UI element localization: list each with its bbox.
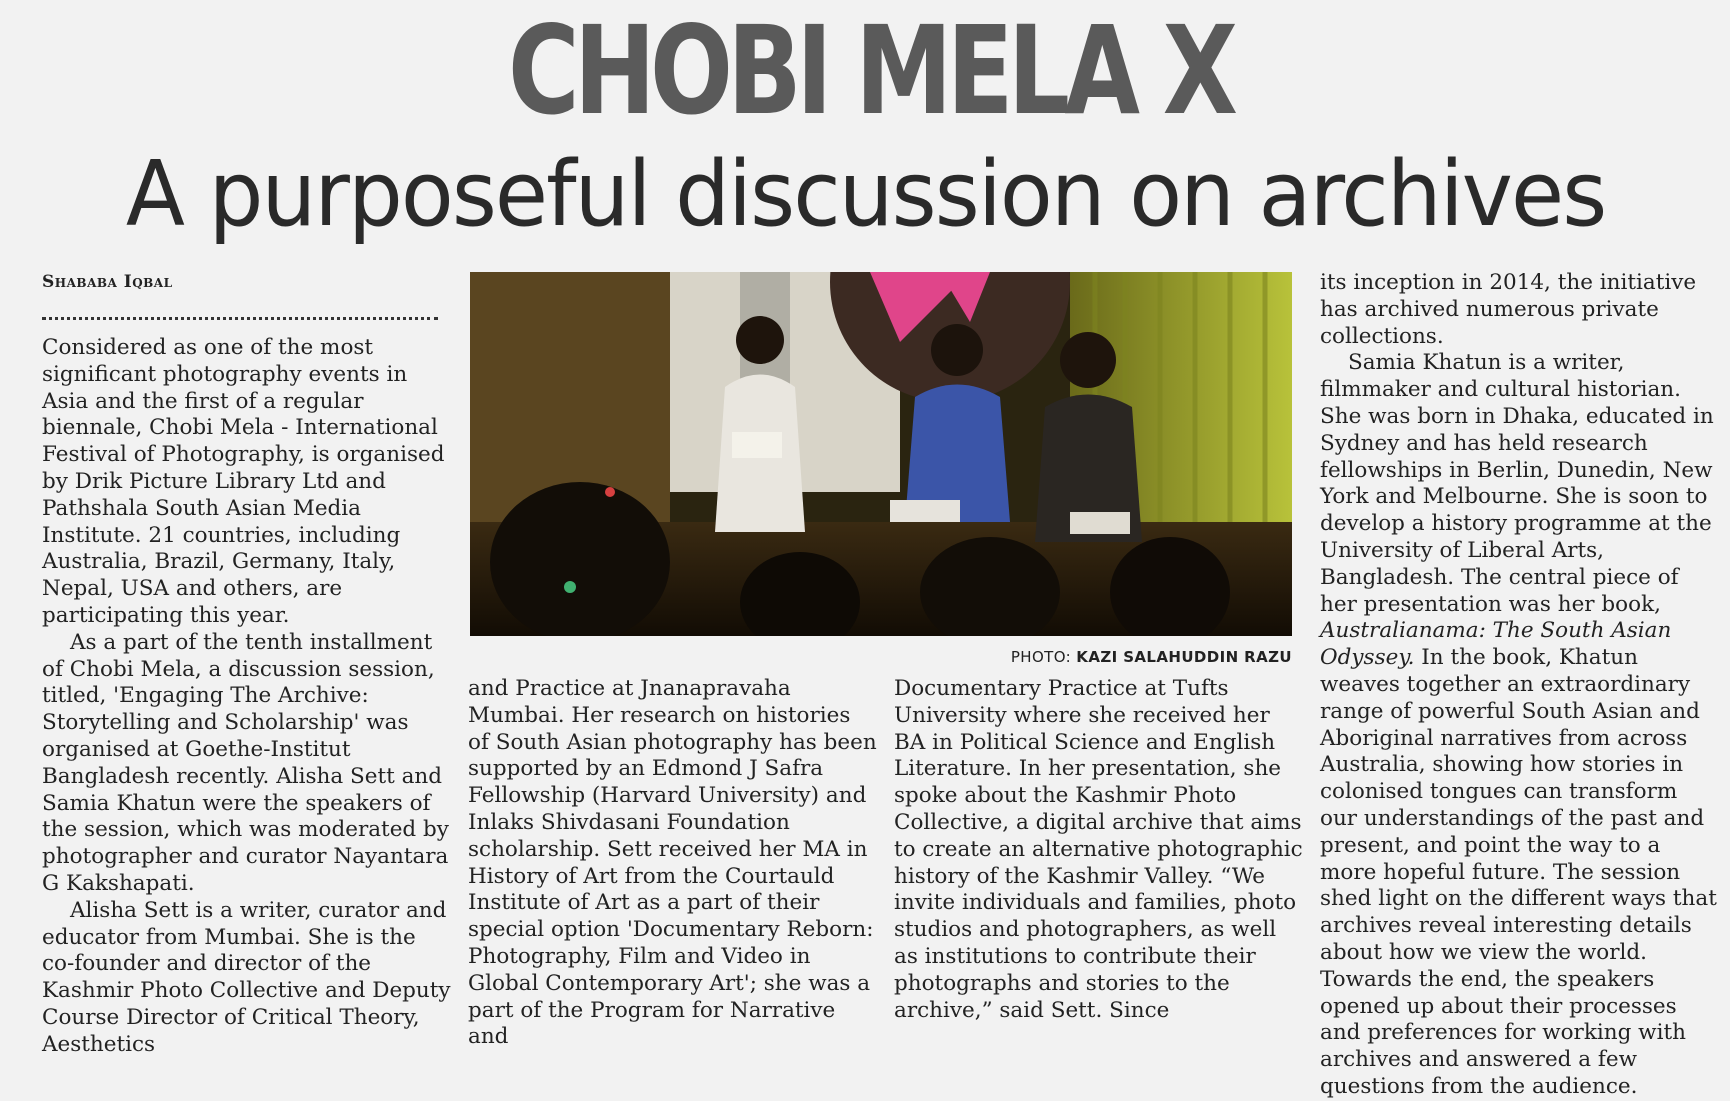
byline: Shababa Iqbal [42,272,173,292]
article-column-3 [894,676,1304,1024]
event-photo [470,272,1292,636]
paragraph: Documentary Practice at Tufts University where she received her BA in Political Science and English Literature. In her presentation, she spoke about the Kashmir Photo Collective, a digital archive that aims to create an alternative photographic history of the Kashmir Valley. “We invite individuals and families, photo studios and photographers, as well as institutions to contribute their photographs and stories to the archive,” said Sett. Since [894,676,1303,1023]
speakers-on-stage-image [470,272,1292,636]
headline: CHOBI MELA X [507,0,1233,142]
paragraph: its inception in 2014, the initiative has archived numerous private collections. [1320,270,1697,349]
article-column-4 [1320,270,1720,1101]
paragraph [1320,350,1720,1100]
paragraph: and Practice at Jnanapravaha Mumbai. Her research on histories of South Asian photography has been supported by an Edmond J Safra Fellowship (Harvard University) and Inlaks Shivdasani Foundation scholarship. Sett received her MA in History of Art from the Courtauld Institute of Art as a part of their special option 'Documentary Reborn: Photography, Film and Video in Global Contemporary Art'; she was a part of the Program for Narrative and [468,676,877,1050]
byline-divider [42,317,438,320]
paragraph: Alisha Sett is a writer, curator and educator from Mumbai. She is the co-founder and director of the Kashmir Photo Collective and Deputy Course Director of Critical Theory, Aesthetics [42,897,451,1057]
paragraph-text: Samia Khatun is a writer, filmmaker and cultural historian. She was born in Dhaka, educated in Sydney and has held research fellowships in Berlin, Dunedin, New York and Melbourne. She is soon to develop a history programme at the University of Liberal Arts, Bangladesh. The central piece of her presentation was her book, [1320,350,1714,617]
paragraph: Considered as one of the most significant photography events in Asia and the first of a regular biennale, Chobi Mela - International Festival of Photography, is organised by Drik Picture Library Ltd and Pathshala South Asian Media Institute. 21 countries, including Australia, Brazil, Germany, Italy, Nepal, USA and others, are participating this year. [42,335,445,628]
photo-credit-label: PHOTO: [1010,648,1072,666]
subheadline: A purposeful discussion on archives [125,142,1606,247]
article-column-1 [42,335,454,1059]
paragraph-text: In the book, Khatun weaves together an extraordinary range of powerful South Asian and Aboriginal narratives from across Australia, showing how stories in colonised tongues can transform our understandings of the past and present, and point the way to a more hopeful future. The session shed light on the different ways that archives reveal interesting details about how we view the world. Towards the end, the speakers opened up about their processes and preferences for working with archives and answered a few questions from the audience. [1320,645,1717,1099]
book-title: Australianama: The South Asian Odyssey. [1320,618,1672,671]
photo-credit [870,648,1292,666]
article-column-2 [468,676,878,1051]
photo-credit-name: KAZI SALAHUDDIN RAZU [1076,648,1292,666]
paragraph: As a part of the tenth installment of Chobi Mela, a discussion session, titled, 'Engaging The Archive: Storytelling and Scholarship' was organised at Goethe-Institut Bangladesh recently. Alisha Sett and Samia Khatun were the speakers of the session, which was moderated by photographer and curator Nayantara G Kakshapati. [42,629,449,896]
